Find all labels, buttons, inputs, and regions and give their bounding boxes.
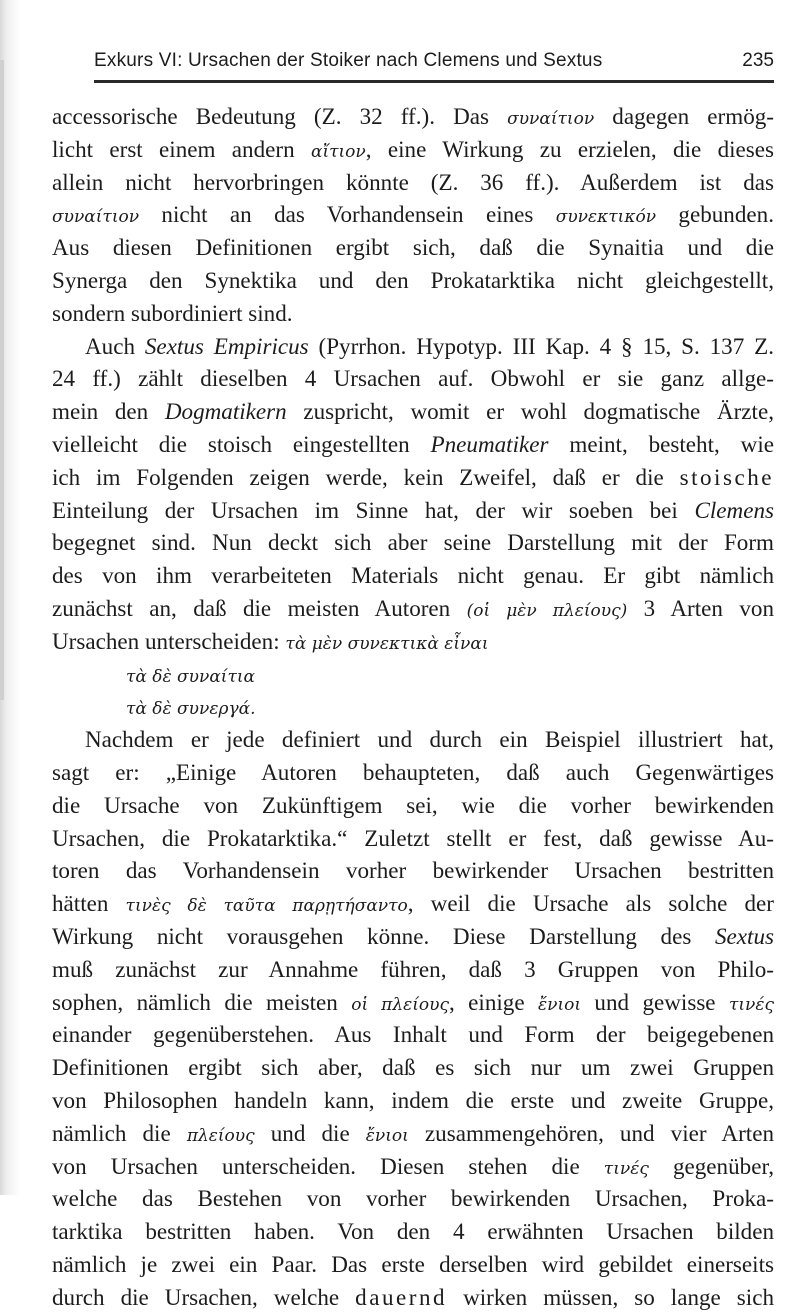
- text-segment: und gewisse: [581, 988, 729, 1015]
- greek-term: τινές: [728, 994, 775, 1015]
- text-segment: begegnet sind. Nun deckt sich aber seine Darstellung mit der Form: [52, 529, 774, 556]
- greek-term: τινές: [603, 1158, 649, 1179]
- text-line: [52, 362, 774, 395]
- text-segment: gebunden.: [656, 201, 774, 228]
- text-segment: des von ihm verarbeiteten Materials nicht genau. Er gibt nämlich: [52, 562, 774, 589]
- text-line: [52, 953, 774, 986]
- text-line: [52, 920, 774, 953]
- text-segment: Ursachen, die Prokatarktika.“ Zuletzt stellt er fest, daß gewisse Au-: [52, 824, 774, 851]
- text-segment: sophen, nämlich die meisten: [52, 988, 352, 1015]
- text-line: [52, 822, 774, 855]
- text-segment: , weil die Ursache als solche der: [407, 890, 775, 917]
- italic-name: Clemens: [694, 496, 774, 523]
- text-segment: gegenüber,: [648, 1152, 774, 1179]
- text-line: [52, 1150, 774, 1183]
- text-segment: Auch: [85, 332, 145, 359]
- text-segment: zunächst an, daß die meisten Autoren: [52, 594, 467, 621]
- greek-term: συναίτιον: [507, 109, 595, 129]
- text-line: [52, 756, 774, 789]
- text-segment: Aus diesen Definitionen ergibt sich, daß die Synaitia und die: [52, 234, 774, 261]
- text-segment: (Pyrrhon. Hypotyp. III Kap. 4 § 15, S. 137 Z.: [308, 332, 774, 359]
- text-segment: accessorische Bedeutung (Z. 32 ff.). Das: [52, 103, 508, 129]
- text-line: [52, 494, 774, 527]
- text-segment: welche das Bestehen von vorher bewirkenden Ursachen, Proka-: [52, 1185, 774, 1212]
- text-line: [52, 1281, 774, 1313]
- text-segment: wirken müssen, so lange sich: [447, 1283, 774, 1310]
- greek-term: τὰ δὲ συνεργά.: [126, 699, 256, 720]
- greek-term: αἴτιον: [310, 141, 366, 162]
- text-segment: nicht an das Vorhandensein eines: [139, 201, 556, 228]
- text-line: [52, 854, 774, 887]
- text-segment: von Philosophen handeln kann, indem die erste und zweite Gruppe,: [52, 1086, 774, 1113]
- text-line: [52, 330, 774, 363]
- text-segment: , eine Wirkung zu erzielen, die dieses: [365, 135, 775, 162]
- page-number: 235: [742, 50, 774, 71]
- text-line: [52, 1248, 774, 1281]
- text-line: [52, 1018, 774, 1051]
- text-line: [52, 1051, 774, 1084]
- text-line: [52, 198, 774, 231]
- text-line: [52, 526, 774, 559]
- text-line: [52, 986, 774, 1019]
- greek-term: οἱ πλείους: [351, 994, 449, 1015]
- greek-term: πλείους: [186, 1125, 255, 1146]
- text-segment: zusammengehören, und vier Arten: [408, 1119, 774, 1146]
- italic-name: Dogmatikern: [164, 398, 287, 425]
- text-segment: Einteilung der Ursachen im Sinne hat, der wir soeben bei: [52, 496, 695, 523]
- italic-name: Pneumatiker: [430, 430, 549, 457]
- italic-name: Sextus: [715, 922, 774, 949]
- text-segment: und die: [254, 1119, 366, 1146]
- text-line: [52, 1117, 774, 1150]
- text-segment: zuspricht, womit er wohl dogmatische Ärzte,: [286, 398, 774, 425]
- text-segment: toren das Vorhandensein vorher bewirkender Ursachen bestritten: [52, 857, 774, 884]
- text-line: [52, 428, 774, 461]
- text-segment: durch die Ursachen, welche: [52, 1283, 356, 1310]
- italic-name: Sextus Empiricus: [144, 332, 309, 359]
- text-line: [52, 395, 774, 428]
- text-segment: dagegen ermög-: [594, 103, 774, 129]
- text-line: [52, 1215, 774, 1248]
- text-segment: , einige: [448, 988, 538, 1015]
- text-segment: Wirkung nicht vorausgehen könne. Diese Darstellung des: [52, 922, 715, 949]
- text-segment: tarktika bestritten haben. Von den 4 erwähnten Ursachen bilden: [52, 1218, 774, 1245]
- text-line: [52, 231, 774, 264]
- greek-term: συνεκτικόν: [555, 207, 657, 228]
- text-segment: allein nicht hervorbringen könnte (Z. 36 ff.). Außerdem ist das: [52, 168, 774, 195]
- body-text: [52, 100, 774, 1313]
- text-segment: die Ursache von Zukünftigem sei, wie die vorher bewirkenden: [52, 791, 774, 818]
- text-line: [52, 133, 774, 166]
- text-segment: sondern subordiniert sind.: [52, 299, 293, 326]
- text-segment: hätten: [52, 890, 126, 917]
- text-segment: sagt er: „Einige Autoren behaupteten, daß auch Gegenwärtiges: [52, 758, 774, 785]
- text-line: [52, 166, 774, 199]
- greek-term: συναίτιον: [52, 207, 140, 228]
- spaced-emphasis: stoische: [679, 463, 774, 490]
- text-segment: ich im Folgenden zeigen werde, kein Zweifel, daß er die: [52, 463, 680, 490]
- text-line: [52, 1084, 774, 1117]
- running-header: [94, 44, 774, 83]
- text-segment: Synerga den Synektika und den Prokatarktika nicht gleichgestellt,: [52, 266, 774, 293]
- text-line: [52, 461, 774, 494]
- text-segment: licht erst einem andern: [52, 135, 311, 162]
- text-line: [52, 1182, 774, 1215]
- text-segment: einander gegenüberstehen. Aus Inhalt und Form der beigegebenen: [52, 1021, 774, 1048]
- text-segment: 3 Arten von: [627, 594, 774, 621]
- greek-term: ἔνιοι: [365, 1125, 409, 1146]
- text-line: [52, 887, 774, 920]
- spaced-emphasis: dauernd: [355, 1283, 448, 1310]
- greek-term: τὰ μὲν συνεκτικὰ εἶναι: [285, 633, 489, 654]
- text-line: [52, 789, 774, 822]
- header-title: Exkurs VI: Ursachen der Stoiker nach Clemens und Sextus: [94, 50, 603, 71]
- greek-term: ἔνιοι: [537, 994, 582, 1015]
- text-segment: Ursachen unterscheiden:: [52, 627, 286, 654]
- text-segment: nämlich die: [52, 1119, 187, 1146]
- greek-term: τὰ δὲ συναίτια: [126, 666, 256, 687]
- text-line: [52, 100, 774, 133]
- text-line: [52, 297, 774, 330]
- text-segment: von Ursachen unterscheiden. Diesen stehen die: [52, 1152, 604, 1179]
- page-binding-edge: [0, 60, 4, 700]
- text-line: [52, 559, 774, 592]
- text-line: [52, 658, 774, 691]
- text-segment: Nachdem er jede definiert und durch ein Beispiel illustriert hat,: [85, 726, 774, 753]
- greek-term: (οἱ μὲν πλείους): [466, 600, 628, 621]
- text-segment: vielleicht die stoisch eingestellten: [52, 430, 431, 457]
- text-segment: muß zunächst zur Annahme führen, daß 3 Gruppen von Philo-: [52, 955, 774, 982]
- text-line: [52, 264, 774, 297]
- text-segment: meint, besteht, wie: [548, 430, 775, 457]
- text-segment: Definitionen ergibt sich aber, daß es sich nur um zwei Gruppen: [52, 1054, 774, 1081]
- text-line: [52, 723, 774, 756]
- text-line: [52, 625, 774, 658]
- text-segment: 24 ff.) zählt dieselben 4 Ursachen auf. Obwohl er sie ganz allge-: [52, 365, 774, 392]
- greek-term: τινὲς δὲ ταῦτα παρῃτήσαντο: [125, 896, 408, 917]
- text-line: [52, 592, 774, 625]
- text-segment: nämlich je zwei ein Paar. Das erste derselben wird gebildet einerseits: [52, 1250, 774, 1277]
- text-line: [52, 690, 774, 723]
- text-segment: mein den: [52, 398, 165, 425]
